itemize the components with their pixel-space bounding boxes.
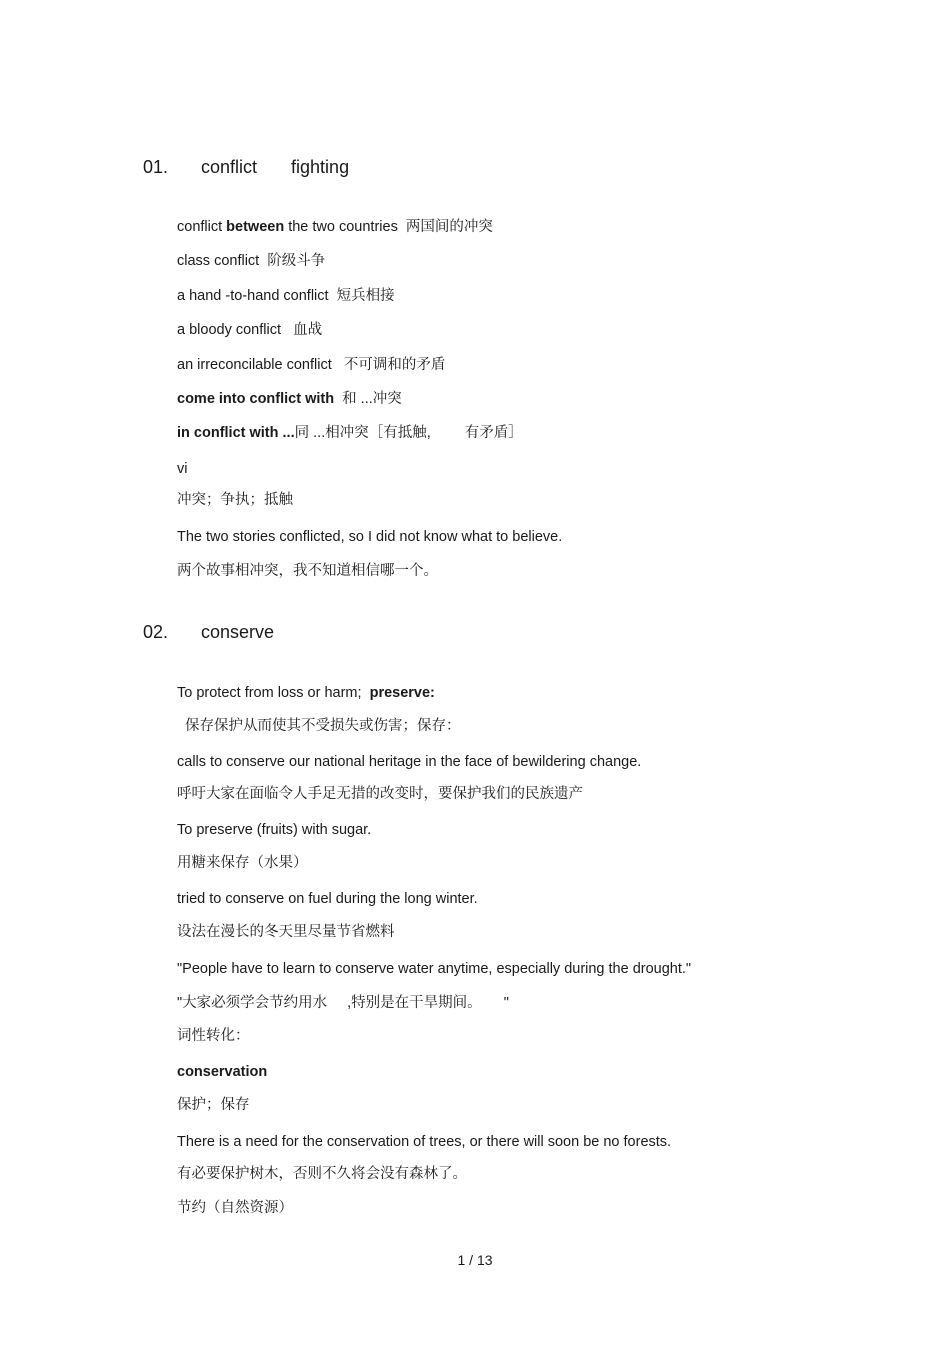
translation-line: 两个故事相冲突，我不知道相信哪一个。: [177, 563, 438, 579]
derived-word: conservation: [177, 1064, 268, 1080]
example-line: "People have to learn to conserve water anytime, especially during the drought.": [177, 961, 692, 977]
translation-line: 保存保护从而使其不受损失或伤害；保存：: [185, 718, 461, 734]
translation-line: 设法在漫长的冬天里尽量节省燃料: [177, 924, 395, 940]
label-line: 词性转化：: [177, 1028, 250, 1044]
example-line: conflict between the two countries 两国间的冲突: [177, 219, 493, 235]
definition-line: 保护；保存: [177, 1097, 250, 1113]
translation-line: 有必要保护树木，否则不久将会没有森林了。: [177, 1166, 467, 1182]
entry-number: 01.: [143, 157, 169, 177]
example-line: a hand -to-hand conflict 短兵相接: [177, 288, 395, 304]
example-line: tried to conserve on fuel during the long winter.: [177, 891, 478, 907]
entry-heading-conflict: [143, 156, 349, 178]
example-line: class conflict 阶级斗争: [177, 253, 326, 269]
part-of-speech: vi: [177, 461, 188, 477]
phrase-line: come into conflict with 和 ...冲突: [177, 391, 402, 407]
definition-line: 节约（自然资源）: [177, 1200, 293, 1216]
translation-line: 呼吁大家在面临令人手足无措的改变时，要保护我们的民族遗产: [177, 786, 583, 802]
entry-heading-conserve: [143, 621, 274, 643]
example-line: calls to conserve our national heritage in the face of bewildering change.: [177, 754, 642, 770]
example-line: a bloody conflict 血战: [177, 322, 323, 338]
entry-number: 02.: [143, 622, 169, 642]
example-line: an irreconcilable conflict 不可调和的矛盾: [177, 357, 446, 373]
translation-line: "大家必须学会节约用水 ,特别是在干旱期间。 ": [177, 995, 509, 1011]
phrase-line: in conflict with ...同 ...相冲突［有抵触, 有矛盾］: [177, 425, 523, 441]
entry-word: conflict: [201, 157, 258, 177]
example-line: To preserve (fruits) with sugar.: [177, 822, 372, 838]
translation-line: 用糖来保存（水果）: [177, 855, 308, 871]
example-line: There is a need for the conservation of trees, or there will soon be no forests.: [177, 1134, 672, 1150]
definition-line: To protect from loss or harm; preserve:: [177, 685, 435, 701]
definition-line: 冲突；争执；抵触: [177, 492, 293, 508]
example-line: The two stories conflicted, so I did not know what to believe.: [177, 529, 563, 545]
page-number: 1 / 13: [457, 1252, 493, 1268]
entry-synonym: fighting: [291, 157, 350, 177]
entry-word: conserve: [201, 622, 275, 642]
